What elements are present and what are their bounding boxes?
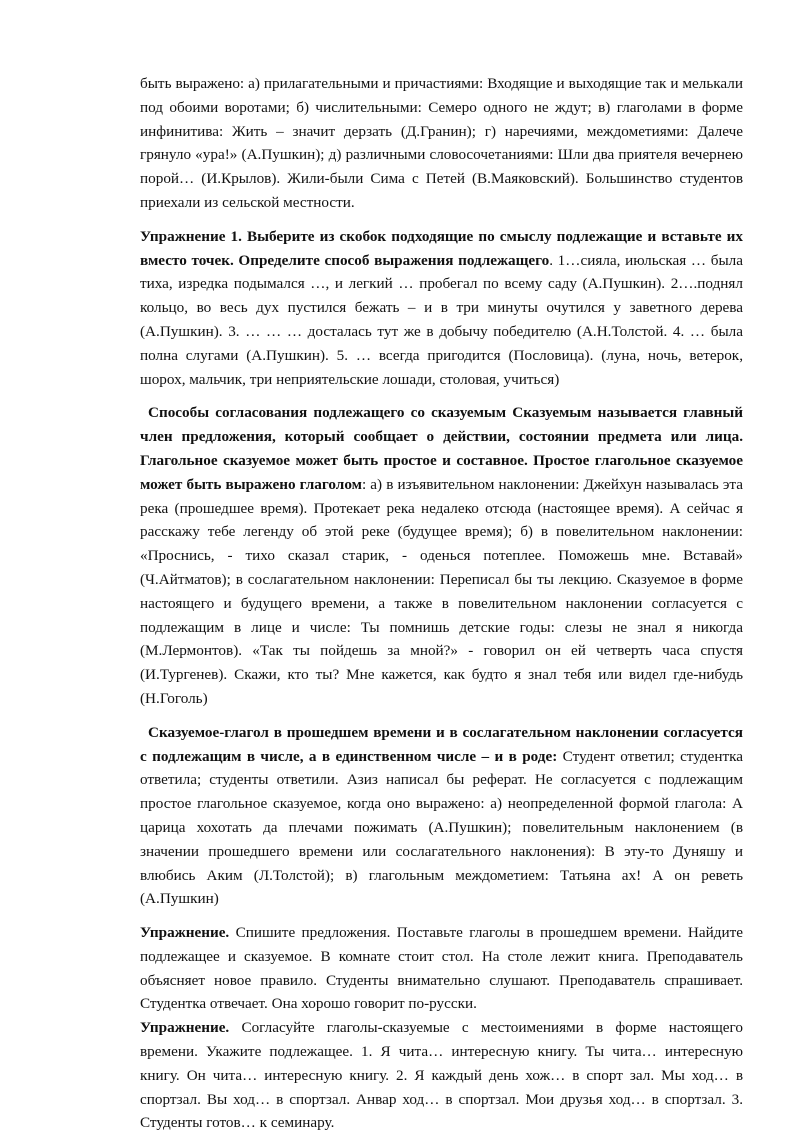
exercise-heading: Упражнение.: [140, 924, 230, 942]
exercise-heading: Упражнение.: [140, 1019, 230, 1037]
paragraph-text: Спишите предложения. Поставьте глаголы в прошедшем времени. Найдите подлежащее и сказуемое. В комнате стоит стол. На столе лежит книга. Преподаватель объясняет новое правило. Студенты внимательно слушают. Преподаватель спрашивает. Студентка отвечает. Она хорошо говорит по-русски.: [140, 924, 743, 1013]
paragraph-predicate-agreement: [140, 401, 743, 710]
document-page: [140, 72, 743, 1145]
paragraph-past-tense-agreement: [140, 721, 743, 911]
paragraph-exercise-1: [140, 225, 743, 392]
section-heading: Способы согласования подлежащего со сказуемым Сказуемым называется главный член предложения, который сообщает о действии, состоянии предмета или лица. Глагольное сказуемое может быть простое и составное. Простое глагольное сказуемое может быть выражено глаголом: [140, 404, 743, 493]
paragraph-text: : а) в изъявительном наклонении: Джейхун называлась эта река (прошедшее время). Протекает река недалеко отсюда (настоящее время). А сейчас я расскажу тебе легенду об этой реке (будущее время); б) в повелительном наклонении: «Проснись, - тихо сказал старик, - оденься потеплее. Поможешь мне. Вставай» (Ч.Айтматов); в сослагательном наклонении: Переписал бы ты лекцию. Сказуемое в форме настоящего и будущего времени, а также в повелительном наклонении согласуется с подлежащим в лице и числе: Ты помнишь детские годы: слезы не знал я никогда (М.Лермонтов). «Так ты пойдешь за мной?» - говорил он ей четверть часа спустя (И.Тургенев). Скажи, кто ты? Мне кажется, как будто я знал тебя или видел где-нибудь (Н.Гоголь): [140, 475, 743, 707]
paragraph-exercise-3: [140, 1016, 743, 1135]
exercise-heading: Упражнение 1. Выберите из скобок подходящие по смыслу подлежащие и вставьте их вместо точек. Определите способ выражения подлежащего: [140, 227, 743, 269]
paragraph-subject-expression: [140, 72, 743, 215]
paragraph-text: . 1…сияла, июльская … была тиха, изредка подымался …, и легкий … пробегал по всему саду (А.Пушкин). 2….поднял кольцо, во весь дух пустился бежать – и в три минуты очутился у заветного дерева (А.Пушкин). 3. … … … досталась тут же в добычу победителю (А.Н.Толстой. 4. … была полна слугами (А.Пушкин). 5. … всегда пригодится (Пословица). (луна, ночь, ветерок, шорох, мальчик, три неприятельские лошади, столовая, учиться): [140, 251, 743, 388]
paragraph-text: Студент ответил; студентка ответила; студенты ответили. Азиз написал бы реферат. Не согласуется с подлежащим простое глагольное сказуемое, когда оно выражено: а) неопределенной формой глагола: А царица хохотать да плечами пожимать (А.Пушкин); повелительным наклонением (в значении прошедшего времени или сослагательного наклонения): В эту-то Дуняшу и влюбись Аким (Л.Толстой); в) глагольным междометием: Татьяна ах! А он реветь (А.Пушкин): [140, 747, 744, 908]
section-heading: Сказуемое-глагол в прошедшем времени и в сослагательном наклонении согласуется с подлежащим в числе, а в единственном числе – и в роде:: [140, 723, 743, 765]
paragraph-text: Согласуйте глаголы-сказуемые с местоимениями в форме настоящего времени. Укажите подлежащее. 1. Я чита… интересную книгу. Ты чита… интересную книгу. Он чита… интересную книгу. 2. Я каждый день хож… в спорт зал. Мы ход… в спортзал. Вы ход… в спортзал. Анвар ход… в спортзал. Мои друзья ход… в спортзал. 3. Студенты готов… к семинару.: [140, 1019, 743, 1132]
paragraph-text: быть выражено: а) прилагательными и причастиями: Входящие и выходящие так и мелькали под обоими воротами; б) числительными: Семеро одного не ждут; в) глаголами в форме инфинитива: Жить – значит дерзать (Д.Гранин); г) наречиями, междометиями: Далече грянуло «ура!» (А.Пушкин); д) различными словосочетаниями: Шли два приятеля вечернею порой… (И.Крылов). Жили-были Сима с Петей (В.Маяковский). Большинство студентов приехали из сельской местности.: [140, 75, 743, 211]
paragraph-exercise-2: [140, 921, 743, 1016]
